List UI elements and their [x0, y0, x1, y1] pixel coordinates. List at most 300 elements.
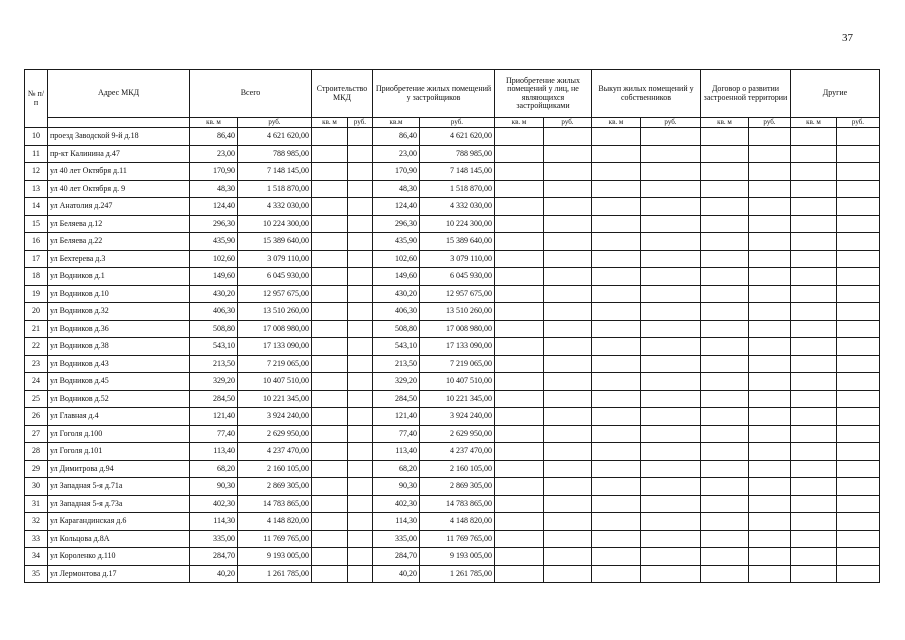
buyout-rub-cell	[641, 478, 701, 496]
buyout-sqm-cell	[592, 338, 641, 356]
row-number: 31	[25, 495, 48, 513]
total-rub-cell: 4 148 820,00	[238, 513, 312, 531]
buyout-rub-cell	[641, 548, 701, 566]
developer-rub-cell: 2 160 105,00	[420, 460, 495, 478]
other-rub-cell	[837, 233, 880, 251]
agreement-sqm-cell	[701, 198, 749, 216]
developer-sqm-cell: 40,20	[373, 565, 420, 583]
non-developer-rub-cell	[544, 565, 592, 583]
construction-sqm-cell	[312, 530, 348, 548]
table-row	[25, 425, 880, 443]
non-developer-rub-cell	[544, 338, 592, 356]
non-developer-rub-cell	[544, 320, 592, 338]
total-rub-cell: 10 221 345,00	[238, 390, 312, 408]
buyout-sqm-cell	[592, 565, 641, 583]
non-developer-rub-cell	[544, 460, 592, 478]
developer-rub-cell: 10 224 300,00	[420, 215, 495, 233]
agreement-rub-cell	[749, 198, 791, 216]
developer-rub-cell: 9 193 005,00	[420, 548, 495, 566]
construction-sqm-cell	[312, 320, 348, 338]
non-developer-sqm-cell	[495, 425, 544, 443]
total-rub-cell: 1 518 870,00	[238, 180, 312, 198]
col-header-total: Всего	[190, 70, 312, 118]
developer-sqm-cell: 508,80	[373, 320, 420, 338]
total-sqm-cell: 170,90	[190, 163, 238, 181]
construction-sqm-cell	[312, 373, 348, 391]
developer-rub-cell: 2 629 950,00	[420, 425, 495, 443]
developer-sqm-cell: 543,10	[373, 338, 420, 356]
agreement-sqm-cell	[701, 408, 749, 426]
row-number: 16	[25, 233, 48, 251]
non-developer-sqm-cell	[495, 338, 544, 356]
construction-rub-cell	[348, 425, 373, 443]
other-sqm-cell	[791, 268, 837, 286]
construction-sqm-cell	[312, 495, 348, 513]
developer-rub-cell: 12 957 675,00	[420, 285, 495, 303]
buyout-sqm-cell	[592, 320, 641, 338]
agreement-sqm-cell	[701, 548, 749, 566]
total-rub-cell: 11 769 765,00	[238, 530, 312, 548]
row-number: 20	[25, 303, 48, 321]
row-number: 19	[25, 285, 48, 303]
non-developer-sqm-cell	[495, 128, 544, 146]
total-sqm-cell: 335,00	[190, 530, 238, 548]
other-sqm-cell	[791, 320, 837, 338]
agreement-sqm-cell	[701, 250, 749, 268]
row-number: 28	[25, 443, 48, 461]
other-rub-cell	[837, 285, 880, 303]
row-number: 26	[25, 408, 48, 426]
non-developer-rub-cell	[544, 548, 592, 566]
non-developer-rub-cell	[544, 163, 592, 181]
agreement-rub-cell	[749, 303, 791, 321]
total-sqm-cell: 121,40	[190, 408, 238, 426]
address-cell: ул Гоголя д.100	[48, 425, 190, 443]
housing-table	[24, 69, 880, 583]
developer-sqm-cell: 102,60	[373, 250, 420, 268]
table-row	[25, 548, 880, 566]
unit-rub: руб.	[238, 118, 312, 128]
developer-rub-cell: 15 389 640,00	[420, 233, 495, 251]
table-row	[25, 250, 880, 268]
construction-rub-cell	[348, 163, 373, 181]
total-sqm-cell: 40,20	[190, 565, 238, 583]
buyout-rub-cell	[641, 268, 701, 286]
developer-rub-cell: 10 407 510,00	[420, 373, 495, 391]
total-rub-cell: 17 008 980,00	[238, 320, 312, 338]
agreement-rub-cell	[749, 355, 791, 373]
developer-sqm-cell: 48,30	[373, 180, 420, 198]
buyout-sqm-cell	[592, 478, 641, 496]
unit-sqm: кв. м	[190, 118, 238, 128]
row-number: 18	[25, 268, 48, 286]
row-number: 14	[25, 198, 48, 216]
agreement-sqm-cell	[701, 478, 749, 496]
other-sqm-cell	[791, 408, 837, 426]
total-sqm-cell: 296,30	[190, 215, 238, 233]
buyout-rub-cell	[641, 408, 701, 426]
row-number: 35	[25, 565, 48, 583]
non-developer-rub-cell	[544, 390, 592, 408]
agreement-sqm-cell	[701, 215, 749, 233]
total-sqm-cell: 406,30	[190, 303, 238, 321]
col-header-address: Адрес МКД	[48, 70, 190, 118]
total-rub-cell: 6 045 930,00	[238, 268, 312, 286]
other-rub-cell	[837, 408, 880, 426]
other-rub-cell	[837, 215, 880, 233]
total-rub-cell: 10 224 300,00	[238, 215, 312, 233]
agreement-sqm-cell	[701, 443, 749, 461]
developer-sqm-cell: 329,20	[373, 373, 420, 391]
non-developer-sqm-cell	[495, 180, 544, 198]
non-developer-rub-cell	[544, 268, 592, 286]
buyout-sqm-cell	[592, 163, 641, 181]
other-sqm-cell	[791, 128, 837, 146]
developer-rub-cell: 17 133 090,00	[420, 338, 495, 356]
agreement-rub-cell	[749, 478, 791, 496]
buyout-rub-cell	[641, 163, 701, 181]
unit-rub: руб.	[348, 118, 373, 128]
row-number: 13	[25, 180, 48, 198]
developer-rub-cell: 11 769 765,00	[420, 530, 495, 548]
row-number: 23	[25, 355, 48, 373]
unit-rub: руб.	[641, 118, 701, 128]
non-developer-sqm-cell	[495, 285, 544, 303]
total-sqm-cell: 149,60	[190, 268, 238, 286]
other-rub-cell	[837, 373, 880, 391]
other-sqm-cell	[791, 233, 837, 251]
total-rub-cell: 2 160 105,00	[238, 460, 312, 478]
construction-rub-cell	[348, 128, 373, 146]
unit-sqm: кв.м	[373, 118, 420, 128]
buyout-rub-cell	[641, 320, 701, 338]
non-developer-sqm-cell	[495, 478, 544, 496]
col-header-num: № п/п	[25, 70, 48, 128]
developer-rub-cell: 788 985,00	[420, 145, 495, 163]
total-rub-cell: 10 407 510,00	[238, 373, 312, 391]
unit-rub: руб.	[544, 118, 592, 128]
construction-sqm-cell	[312, 128, 348, 146]
agreement-sqm-cell	[701, 163, 749, 181]
agreement-sqm-cell	[701, 303, 749, 321]
buyout-rub-cell	[641, 530, 701, 548]
agreement-sqm-cell	[701, 285, 749, 303]
total-sqm-cell: 68,20	[190, 460, 238, 478]
buyout-sqm-cell	[592, 128, 641, 146]
non-developer-rub-cell	[544, 530, 592, 548]
row-number: 32	[25, 513, 48, 531]
construction-sqm-cell	[312, 443, 348, 461]
total-sqm-cell: 543,10	[190, 338, 238, 356]
table-row	[25, 338, 880, 356]
other-sqm-cell	[791, 460, 837, 478]
other-rub-cell	[837, 268, 880, 286]
other-sqm-cell	[791, 145, 837, 163]
table-row	[25, 495, 880, 513]
buyout-rub-cell	[641, 285, 701, 303]
non-developer-sqm-cell	[495, 495, 544, 513]
address-cell: ул Водников д.36	[48, 320, 190, 338]
buyout-sqm-cell	[592, 268, 641, 286]
other-rub-cell	[837, 460, 880, 478]
address-cell: ул Лермонтова д.17	[48, 565, 190, 583]
developer-rub-cell: 1 518 870,00	[420, 180, 495, 198]
unit-rub: руб.	[749, 118, 791, 128]
address-cell: ул Короленко д.110	[48, 548, 190, 566]
agreement-sqm-cell	[701, 565, 749, 583]
other-sqm-cell	[791, 355, 837, 373]
construction-rub-cell	[348, 530, 373, 548]
row-number: 15	[25, 215, 48, 233]
total-sqm-cell: 114,30	[190, 513, 238, 531]
non-developer-rub-cell	[544, 198, 592, 216]
construction-rub-cell	[348, 548, 373, 566]
agreement-sqm-cell	[701, 460, 749, 478]
buyout-rub-cell	[641, 180, 701, 198]
developer-rub-cell: 4 621 620,00	[420, 128, 495, 146]
buyout-sqm-cell	[592, 460, 641, 478]
total-rub-cell: 4 332 030,00	[238, 198, 312, 216]
non-developer-rub-cell	[544, 478, 592, 496]
address-cell: ул Бехтерева д.3	[48, 250, 190, 268]
agreement-rub-cell	[749, 513, 791, 531]
agreement-sqm-cell	[701, 180, 749, 198]
other-rub-cell	[837, 338, 880, 356]
buyout-rub-cell	[641, 145, 701, 163]
address-cell: ул Гоголя д.101	[48, 443, 190, 461]
buyout-sqm-cell	[592, 145, 641, 163]
developer-sqm-cell: 90,30	[373, 478, 420, 496]
non-developer-rub-cell	[544, 233, 592, 251]
other-sqm-cell	[791, 373, 837, 391]
other-sqm-cell	[791, 215, 837, 233]
buyout-rub-cell	[641, 425, 701, 443]
other-sqm-cell	[791, 390, 837, 408]
buyout-rub-cell	[641, 250, 701, 268]
non-developer-rub-cell	[544, 303, 592, 321]
address-cell: ул Водников д.38	[48, 338, 190, 356]
construction-sqm-cell	[312, 303, 348, 321]
construction-sqm-cell	[312, 425, 348, 443]
agreement-rub-cell	[749, 180, 791, 198]
agreement-sqm-cell	[701, 390, 749, 408]
agreement-rub-cell	[749, 495, 791, 513]
developer-sqm-cell: 68,20	[373, 460, 420, 478]
other-sqm-cell	[791, 495, 837, 513]
total-sqm-cell: 402,30	[190, 495, 238, 513]
developer-sqm-cell: 335,00	[373, 530, 420, 548]
construction-rub-cell	[348, 320, 373, 338]
other-sqm-cell	[791, 513, 837, 531]
unit-cell-empty	[48, 118, 190, 128]
construction-sqm-cell	[312, 408, 348, 426]
unit-sqm: кв. м	[791, 118, 837, 128]
other-rub-cell	[837, 425, 880, 443]
table-row	[25, 513, 880, 531]
non-developer-sqm-cell	[495, 145, 544, 163]
developer-rub-cell: 17 008 980,00	[420, 320, 495, 338]
total-rub-cell: 12 957 675,00	[238, 285, 312, 303]
non-developer-rub-cell	[544, 355, 592, 373]
row-number: 22	[25, 338, 48, 356]
address-cell: ул Кольцова д.8А	[48, 530, 190, 548]
agreement-rub-cell	[749, 565, 791, 583]
unit-sqm: кв. м	[701, 118, 749, 128]
buyout-sqm-cell	[592, 530, 641, 548]
construction-rub-cell	[348, 303, 373, 321]
buyout-sqm-cell	[592, 355, 641, 373]
page-number: 37	[842, 32, 853, 44]
total-sqm-cell: 124,40	[190, 198, 238, 216]
construction-rub-cell	[348, 215, 373, 233]
other-rub-cell	[837, 478, 880, 496]
developer-sqm-cell: 77,40	[373, 425, 420, 443]
agreement-sqm-cell	[701, 373, 749, 391]
buyout-rub-cell	[641, 495, 701, 513]
unit-sqm: кв. м	[495, 118, 544, 128]
agreement-sqm-cell	[701, 233, 749, 251]
agreement-rub-cell	[749, 285, 791, 303]
address-cell: ул Водников д.52	[48, 390, 190, 408]
construction-rub-cell	[348, 145, 373, 163]
buyout-sqm-cell	[592, 408, 641, 426]
buyout-sqm-cell	[592, 215, 641, 233]
buyout-sqm-cell	[592, 390, 641, 408]
table-row	[25, 355, 880, 373]
address-cell: ул Димитрова д.94	[48, 460, 190, 478]
non-developer-sqm-cell	[495, 565, 544, 583]
other-sqm-cell	[791, 478, 837, 496]
agreement-rub-cell	[749, 425, 791, 443]
other-sqm-cell	[791, 530, 837, 548]
other-sqm-cell	[791, 163, 837, 181]
total-sqm-cell: 102,60	[190, 250, 238, 268]
col-header-other: Другие	[791, 70, 880, 118]
developer-rub-cell: 7 219 065,00	[420, 355, 495, 373]
construction-sqm-cell	[312, 338, 348, 356]
buyout-sqm-cell	[592, 548, 641, 566]
total-rub-cell: 2 869 305,00	[238, 478, 312, 496]
non-developer-sqm-cell	[495, 250, 544, 268]
non-developer-rub-cell	[544, 373, 592, 391]
developer-sqm-cell: 124,40	[373, 198, 420, 216]
other-rub-cell	[837, 303, 880, 321]
total-sqm-cell: 86,40	[190, 128, 238, 146]
non-developer-sqm-cell	[495, 390, 544, 408]
table-row	[25, 478, 880, 496]
table-row	[25, 443, 880, 461]
construction-rub-cell	[348, 478, 373, 496]
other-sqm-cell	[791, 303, 837, 321]
buyout-rub-cell	[641, 460, 701, 478]
total-rub-cell: 17 133 090,00	[238, 338, 312, 356]
table-row	[25, 285, 880, 303]
developer-sqm-cell: 114,30	[373, 513, 420, 531]
developer-rub-cell: 1 261 785,00	[420, 565, 495, 583]
agreement-sqm-cell	[701, 145, 749, 163]
non-developer-rub-cell	[544, 443, 592, 461]
unit-rub: руб.	[837, 118, 880, 128]
other-rub-cell	[837, 128, 880, 146]
agreement-sqm-cell	[701, 338, 749, 356]
buyout-sqm-cell	[592, 303, 641, 321]
developer-rub-cell: 7 148 145,00	[420, 163, 495, 181]
address-cell: ул Беляева д.12	[48, 215, 190, 233]
agreement-sqm-cell	[701, 495, 749, 513]
non-developer-sqm-cell	[495, 548, 544, 566]
construction-rub-cell	[348, 495, 373, 513]
non-developer-rub-cell	[544, 215, 592, 233]
total-sqm-cell: 329,20	[190, 373, 238, 391]
non-developer-rub-cell	[544, 145, 592, 163]
developer-rub-cell: 3 924 240,00	[420, 408, 495, 426]
developer-sqm-cell: 406,30	[373, 303, 420, 321]
address-cell: ул Водников д.32	[48, 303, 190, 321]
total-rub-cell: 15 389 640,00	[238, 233, 312, 251]
agreement-rub-cell	[749, 163, 791, 181]
agreement-rub-cell	[749, 548, 791, 566]
address-cell: ул 40 лет Октября д.11	[48, 163, 190, 181]
buyout-sqm-cell	[592, 250, 641, 268]
buyout-sqm-cell	[592, 425, 641, 443]
other-rub-cell	[837, 390, 880, 408]
agreement-sqm-cell	[701, 513, 749, 531]
address-cell: ул Водников д.43	[48, 355, 190, 373]
construction-rub-cell	[348, 285, 373, 303]
total-rub-cell: 788 985,00	[238, 145, 312, 163]
buyout-sqm-cell	[592, 443, 641, 461]
address-cell: ул Беляева д.22	[48, 233, 190, 251]
agreement-rub-cell	[749, 530, 791, 548]
table-row	[25, 530, 880, 548]
other-rub-cell	[837, 548, 880, 566]
other-sqm-cell	[791, 443, 837, 461]
other-rub-cell	[837, 250, 880, 268]
developer-rub-cell: 13 510 260,00	[420, 303, 495, 321]
developer-rub-cell: 4 237 470,00	[420, 443, 495, 461]
agreement-sqm-cell	[701, 268, 749, 286]
developer-rub-cell: 4 332 030,00	[420, 198, 495, 216]
buyout-rub-cell	[641, 355, 701, 373]
construction-sqm-cell	[312, 198, 348, 216]
total-sqm-cell: 213,50	[190, 355, 238, 373]
col-header-purchase-non-developers: Приобретение жилых помещений у лиц, не являющихся застройщиками	[495, 70, 592, 118]
developer-sqm-cell: 284,70	[373, 548, 420, 566]
buyout-rub-cell	[641, 198, 701, 216]
agreement-sqm-cell	[701, 530, 749, 548]
developer-sqm-cell: 23,00	[373, 145, 420, 163]
construction-rub-cell	[348, 338, 373, 356]
other-rub-cell	[837, 163, 880, 181]
non-developer-sqm-cell	[495, 460, 544, 478]
table-row	[25, 460, 880, 478]
table-row	[25, 373, 880, 391]
other-rub-cell	[837, 443, 880, 461]
address-cell: ул Водников д.1	[48, 268, 190, 286]
total-sqm-cell: 284,50	[190, 390, 238, 408]
construction-sqm-cell	[312, 548, 348, 566]
developer-sqm-cell: 86,40	[373, 128, 420, 146]
address-cell: ул Водников д.10	[48, 285, 190, 303]
non-developer-sqm-cell	[495, 443, 544, 461]
buyout-rub-cell	[641, 338, 701, 356]
total-rub-cell: 4 237 470,00	[238, 443, 312, 461]
developer-sqm-cell: 121,40	[373, 408, 420, 426]
other-sqm-cell	[791, 548, 837, 566]
non-developer-sqm-cell	[495, 233, 544, 251]
construction-rub-cell	[348, 373, 373, 391]
developer-sqm-cell: 284,50	[373, 390, 420, 408]
